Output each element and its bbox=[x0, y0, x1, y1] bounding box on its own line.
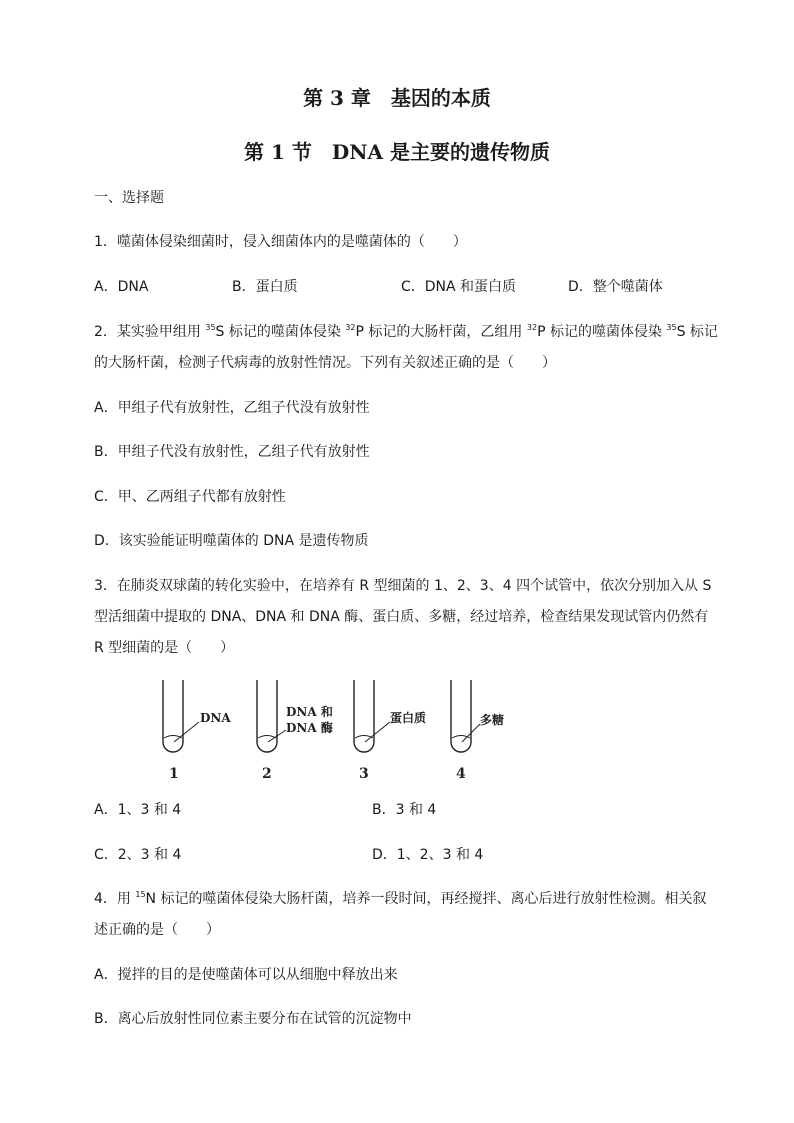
q4-stem-line1: 4．用 $^{15}$N 标记的噬菌体侵染大肠杆菌，培养一段时间，再经搅拌、离心后进行放射性检测。相关叙 bbox=[94, 890, 707, 907]
q2-option-d: D．该实验能证明噬菌体的 DNA 是遗传物质 bbox=[94, 533, 369, 549]
tube-3-number: 3 bbox=[359, 766, 369, 782]
q1-stem: 1．噬菌体侵染细菌时，侵入细菌体内的是噬菌体的（ ） bbox=[94, 234, 467, 250]
tube-4-number: 4 bbox=[456, 766, 466, 782]
tube-1-label: DNA bbox=[200, 711, 231, 725]
section-title: 第 1 节 DNA 是主要的遗传物质 bbox=[244, 140, 550, 164]
part-heading: 一、选择题 bbox=[94, 190, 164, 206]
tube-2-number: 2 bbox=[262, 766, 272, 782]
q3-stem-line2: 型活细菌中提取的 DNA、DNA 和 DNA 酶、蛋白质、多糖，经过培养，检查结果发现试管内仍然有 bbox=[94, 609, 709, 625]
q4-stem-line2: 述正确的是（ ） bbox=[94, 922, 220, 938]
q2-option-c: C．甲、乙两组子代都有放射性 bbox=[94, 489, 286, 505]
q4-option-a: A．搅拌的目的是使噬菌体可以从细胞中释放出来 bbox=[94, 967, 398, 983]
q1-option-a: A．DNA bbox=[94, 279, 149, 295]
q3-option-a: A．1、3 和 4 bbox=[94, 802, 182, 818]
q1-option-d: D．整个噬菌体 bbox=[568, 279, 663, 295]
q3-stem-line3: R 型细菌的是（ ） bbox=[94, 640, 235, 656]
tube-1-number: 1 bbox=[169, 766, 179, 782]
q1-option-c: C．DNA 和蛋白质 bbox=[401, 279, 517, 295]
test-tube-1 bbox=[163, 680, 231, 782]
isotope-15: 15 bbox=[135, 890, 146, 899]
isotope-35: 35 bbox=[666, 323, 677, 332]
q1-option-b: B．蛋白质 bbox=[232, 279, 298, 295]
q3-stem-line1: 3．在肺炎双球菌的转化实验中，在培养有 R 型细菌的 1、2、3、4 四个试管中，依次分别加入从 S bbox=[94, 578, 712, 594]
tube-2-label-line1: DNA 和 bbox=[286, 705, 333, 719]
q2-option-a: A．甲组子代有放射性，乙组子代没有放射性 bbox=[94, 400, 370, 416]
tube-3-label: 蛋白质 bbox=[390, 711, 427, 725]
isotope-32: 32 bbox=[526, 323, 538, 332]
chapter-title: 第 3 章 基因的本质 bbox=[303, 86, 491, 110]
q3-option-c: C．2、3 和 4 bbox=[94, 847, 182, 863]
isotope-35: 35 bbox=[205, 323, 216, 332]
isotope-32: 32 bbox=[345, 323, 356, 332]
q2-stem-line2: 的大肠杆菌，检测子代病毒的放射性情况。下列有关叙述正确的是（ ） bbox=[94, 355, 556, 371]
q3-option-b: B．3 和 4 bbox=[372, 802, 437, 818]
test-tubes-figure bbox=[150, 676, 530, 786]
q4-option-b: B．离心后放射性同位素主要分布在试管的沉淀物中 bbox=[94, 1011, 412, 1027]
q3-option-d: D．1、2、3 和 4 bbox=[372, 847, 484, 863]
q2-stem-line1: 2．某实验甲组用 $^{35}$S 标记的噬菌体侵染 $^{32}$P 标记的大肠杆菌，乙组用 $^{32}$P 标记的噬菌体侵染 $^{35}$S 标记 bbox=[94, 323, 718, 340]
test-tube-2 bbox=[257, 680, 333, 782]
test-tube-4 bbox=[451, 680, 504, 782]
test-tube-3 bbox=[354, 680, 426, 782]
q2-option-b: B．甲组子代没有放射性，乙组子代有放射性 bbox=[94, 444, 370, 460]
tube-2-label-line2: DNA 酶 bbox=[286, 721, 333, 735]
tube-4-label: 多糖 bbox=[480, 713, 505, 727]
